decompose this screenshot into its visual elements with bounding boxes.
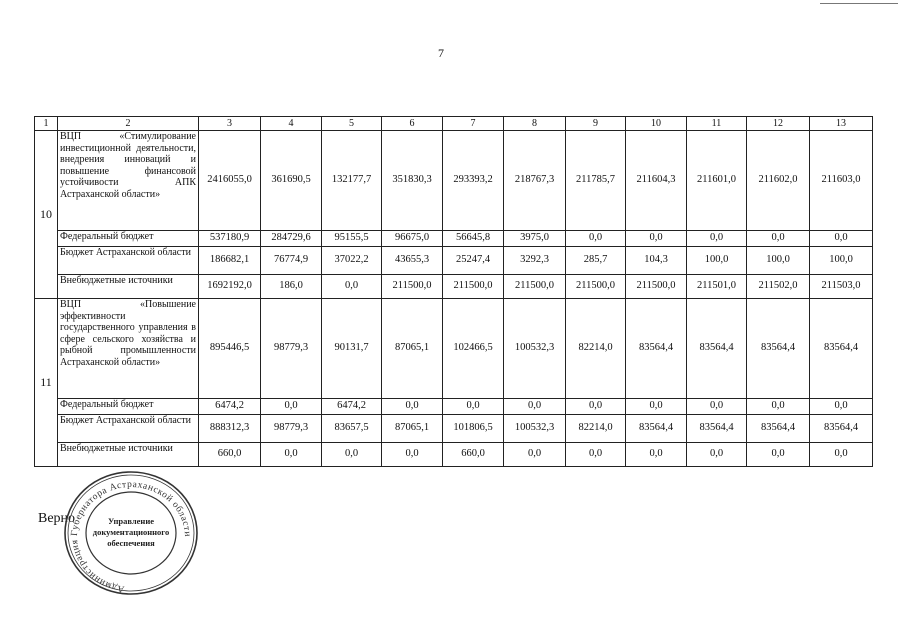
value-cell: 0,0	[626, 443, 687, 467]
value-cell: 2416055,0	[199, 131, 261, 231]
table-row	[35, 275, 873, 299]
value-cell: 0,0	[747, 443, 810, 467]
value-cell: 82214,0	[566, 299, 626, 399]
row-label: Бюджет Астраханской области	[58, 247, 199, 275]
value-cell: 1692192,0	[199, 275, 261, 299]
table-row	[35, 415, 873, 443]
value-cell: 102466,5	[443, 299, 504, 399]
value-cell: 100532,3	[504, 299, 566, 399]
value-cell: 43655,3	[382, 247, 443, 275]
value-cell: 87065,1	[382, 415, 443, 443]
svg-text:Управление: Управление	[107, 516, 155, 526]
value-cell: 76774,9	[261, 247, 322, 275]
value-cell: 96675,0	[382, 231, 443, 247]
value-cell: 56645,8	[443, 231, 504, 247]
value-cell: 0,0	[504, 399, 566, 415]
top-rule	[820, 3, 898, 4]
column-header: 13	[810, 117, 873, 131]
value-cell: 361690,5	[261, 131, 322, 231]
table-row	[35, 399, 873, 415]
column-header: 6	[382, 117, 443, 131]
value-cell: 83564,4	[626, 415, 687, 443]
page-number: 7	[438, 46, 444, 60]
value-cell: 211604,3	[626, 131, 687, 231]
value-cell: 0,0	[687, 399, 747, 415]
budget-table	[34, 116, 873, 467]
value-cell: 83564,4	[626, 299, 687, 399]
value-cell: 0,0	[443, 399, 504, 415]
value-cell: 186,0	[261, 275, 322, 299]
value-cell: 104,3	[626, 247, 687, 275]
row-number: 10	[35, 131, 58, 299]
value-cell: 0,0	[810, 231, 873, 247]
value-cell: 0,0	[566, 231, 626, 247]
value-cell: 83564,4	[687, 299, 747, 399]
value-cell: 83564,4	[747, 415, 810, 443]
value-cell: 285,7	[566, 247, 626, 275]
value-cell: 186682,1	[199, 247, 261, 275]
value-cell: 211501,0	[687, 275, 747, 299]
value-cell: 0,0	[261, 443, 322, 467]
value-cell: 98779,3	[261, 299, 322, 399]
column-header: 9	[566, 117, 626, 131]
value-cell: 211500,0	[382, 275, 443, 299]
value-cell: 211785,7	[566, 131, 626, 231]
column-header: 5	[322, 117, 382, 131]
value-cell: 211500,0	[626, 275, 687, 299]
value-cell: 211500,0	[443, 275, 504, 299]
value-cell: 83564,4	[810, 415, 873, 443]
value-cell: 660,0	[199, 443, 261, 467]
value-cell: 211603,0	[810, 131, 873, 231]
value-cell: 0,0	[747, 231, 810, 247]
column-header: 12	[747, 117, 810, 131]
column-header: 7	[443, 117, 504, 131]
value-cell: 0,0	[382, 399, 443, 415]
column-header: 2	[58, 117, 199, 131]
value-cell: 211500,0	[566, 275, 626, 299]
row-label: Бюджет Астраханской области	[58, 415, 199, 443]
value-cell: 0,0	[687, 443, 747, 467]
value-cell: 211602,0	[747, 131, 810, 231]
value-cell: 0,0	[322, 275, 382, 299]
value-cell: 0,0	[687, 231, 747, 247]
row-label: Внебюджетные источники	[58, 275, 199, 299]
value-cell: 101806,5	[443, 415, 504, 443]
svg-text:Администрация Губернатора Астр: Администрация Губернатора Астраханской области	[69, 479, 193, 594]
value-cell: 0,0	[810, 443, 873, 467]
value-cell: 888312,3	[199, 415, 261, 443]
value-cell: 25247,4	[443, 247, 504, 275]
value-cell: 90131,7	[322, 299, 382, 399]
value-cell: 284729,6	[261, 231, 322, 247]
value-cell: 0,0	[566, 399, 626, 415]
row-label: Федеральный бюджет	[58, 231, 199, 247]
value-cell: 0,0	[747, 399, 810, 415]
value-cell: 82214,0	[566, 415, 626, 443]
value-cell: 211500,0	[504, 275, 566, 299]
column-header: 10	[626, 117, 687, 131]
svg-text:документационного: документационного	[92, 527, 170, 537]
value-cell: 660,0	[443, 443, 504, 467]
table-row	[35, 131, 873, 231]
column-header: 8	[504, 117, 566, 131]
value-cell: 0,0	[626, 231, 687, 247]
value-cell: 351830,3	[382, 131, 443, 231]
value-cell: 6474,2	[322, 399, 382, 415]
header-row	[35, 117, 873, 131]
column-header: 3	[199, 117, 261, 131]
value-cell: 95155,5	[322, 231, 382, 247]
value-cell: 100,0	[687, 247, 747, 275]
value-cell: 83564,4	[687, 415, 747, 443]
value-cell: 100,0	[747, 247, 810, 275]
value-cell: 98779,3	[261, 415, 322, 443]
value-cell: 895446,5	[199, 299, 261, 399]
row-label: Федеральный бюджет	[58, 399, 199, 415]
table-row	[35, 231, 873, 247]
value-cell: 0,0	[810, 399, 873, 415]
value-cell: 37022,2	[322, 247, 382, 275]
table-row	[35, 443, 873, 467]
value-cell: 83564,4	[810, 299, 873, 399]
value-cell: 6474,2	[199, 399, 261, 415]
column-header: 1	[35, 117, 58, 131]
value-cell: 0,0	[566, 443, 626, 467]
verno-label: Верно	[38, 511, 76, 526]
value-cell: 3292,3	[504, 247, 566, 275]
value-cell: 218767,3	[504, 131, 566, 231]
value-cell: 211601,0	[687, 131, 747, 231]
column-header: 11	[687, 117, 747, 131]
value-cell: 0,0	[322, 443, 382, 467]
value-cell: 0,0	[504, 443, 566, 467]
value-cell: 83564,4	[747, 299, 810, 399]
row-number: 11	[35, 299, 58, 467]
official-stamp	[62, 470, 200, 596]
value-cell: 83657,5	[322, 415, 382, 443]
svg-text:обеспечения: обеспечения	[107, 538, 155, 548]
value-cell: 0,0	[261, 399, 322, 415]
value-cell: 211502,0	[747, 275, 810, 299]
row-label: ВЦП «Повышение эффективности государственного управления в сфере сельского хозяйства и рыбной промышленности Астраханской области»	[58, 299, 199, 399]
value-cell: 211503,0	[810, 275, 873, 299]
column-header: 4	[261, 117, 322, 131]
value-cell: 100532,3	[504, 415, 566, 443]
table-row	[35, 299, 873, 399]
value-cell: 0,0	[382, 443, 443, 467]
value-cell: 100,0	[810, 247, 873, 275]
row-label: ВЦП «Стимулирование инвестиционной деятельности, внедрения инноваций и повышение финансовой устойчивости АПК Астраханской области»	[58, 131, 199, 231]
value-cell: 293393,2	[443, 131, 504, 231]
table-row	[35, 247, 873, 275]
value-cell: 132177,7	[322, 131, 382, 231]
value-cell: 537180,9	[199, 231, 261, 247]
value-cell: 3975,0	[504, 231, 566, 247]
row-label: Внебюджетные источники	[58, 443, 199, 467]
value-cell: 87065,1	[382, 299, 443, 399]
value-cell: 0,0	[626, 399, 687, 415]
